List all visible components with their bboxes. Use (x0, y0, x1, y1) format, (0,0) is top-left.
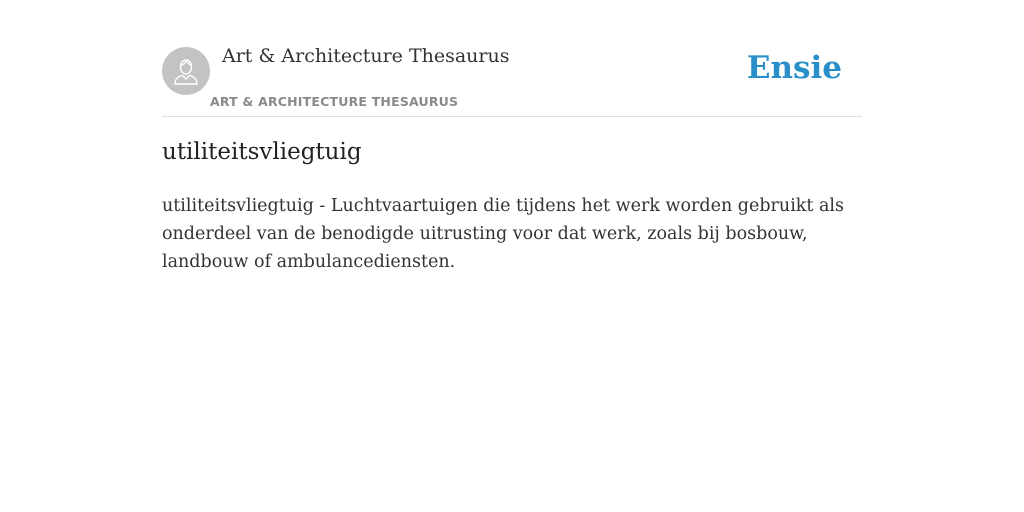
source-subtitle[interactable]: ART & ARCHITECTURE THESAURUS (210, 94, 459, 109)
user-icon (171, 56, 201, 86)
entry-term: utiliteitsvliegtuig (162, 139, 362, 165)
avatar[interactable] (162, 47, 210, 95)
entry-definition: utiliteitsvliegtuig - Luchtvaartuigen die tijdens het werk worden gebruikt als onderdeel van de benodigde uitrusting voor dat werk, zoals bij bosbouw, landbouw of ambulancediensten. (162, 196, 844, 272)
source-title[interactable]: Art & Architecture Thesaurus (222, 45, 510, 67)
entry-header (162, 0, 862, 117)
page-container (162, 0, 862, 272)
brand-logo[interactable]: Ensie (746, 50, 842, 86)
